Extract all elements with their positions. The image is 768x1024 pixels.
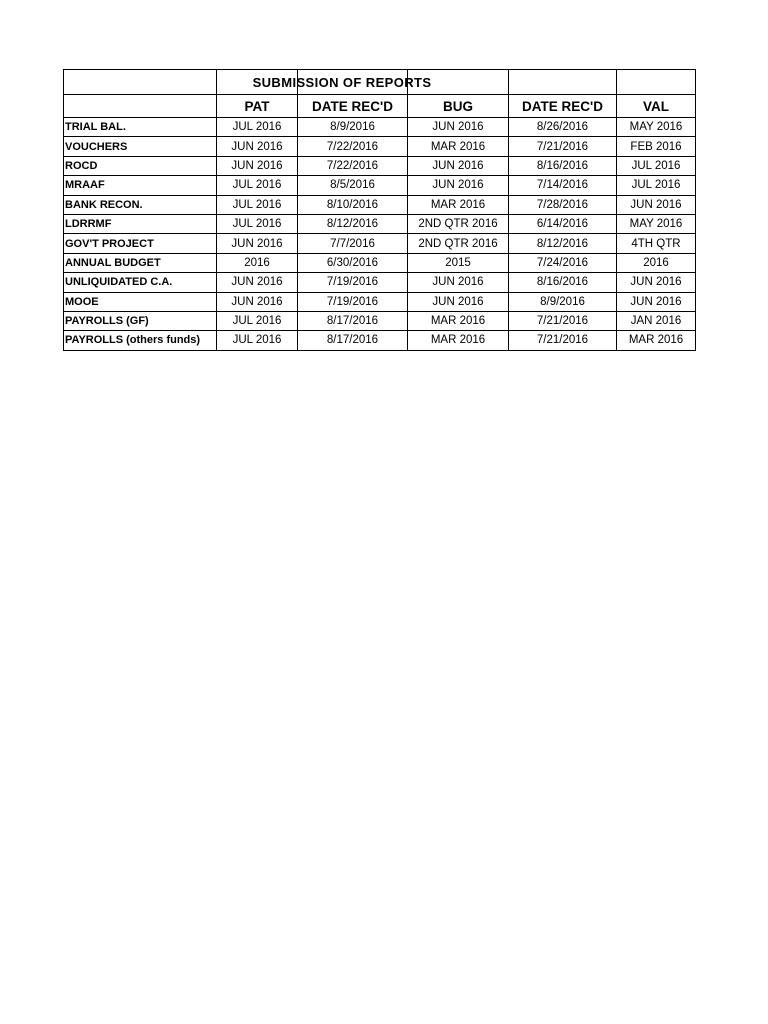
- empty-header-cell: [64, 95, 217, 118]
- column-header-date-recd-2: DATE REC'D: [509, 95, 617, 118]
- table-cell: MAR 2016: [408, 311, 509, 330]
- row-label: ROCD: [64, 156, 217, 175]
- column-header-bug: BUG: [408, 95, 509, 118]
- table-cell: JUN 2016: [408, 176, 509, 195]
- column-header-val: VAL: [617, 95, 696, 118]
- table-cell: MAR 2016: [617, 331, 696, 350]
- table-cell: JUL 2016: [217, 195, 298, 214]
- empty-cell: [509, 70, 617, 95]
- table-cell: JUN 2016: [617, 195, 696, 214]
- table-cell: JUN 2016: [217, 156, 298, 175]
- table-cell: JUL 2016: [217, 331, 298, 350]
- table-cell: 7/21/2016: [509, 331, 617, 350]
- table-cell: MAR 2016: [408, 195, 509, 214]
- table-cell: 7/19/2016: [298, 292, 408, 311]
- table-cell: MAR 2016: [408, 331, 509, 350]
- table-cell: 7/21/2016: [509, 311, 617, 330]
- table-cell: JUL 2016: [217, 311, 298, 330]
- row-label: BANK RECON.: [64, 195, 217, 214]
- table-cell: 8/16/2016: [509, 156, 617, 175]
- row-label: ANNUAL BUDGET: [64, 253, 217, 272]
- table-cell: MAR 2016: [408, 137, 509, 156]
- table-cell: 7/22/2016: [298, 137, 408, 156]
- table-row: [64, 273, 696, 292]
- table-cell: JUN 2016: [217, 137, 298, 156]
- table-cell: JUL 2016: [217, 176, 298, 195]
- table-cell: JUL 2016: [217, 118, 298, 137]
- table-cell: JUN 2016: [217, 292, 298, 311]
- table-row: [64, 214, 696, 233]
- table-cell: JUN 2016: [408, 292, 509, 311]
- row-label: TRIAL BAL.: [64, 118, 217, 137]
- table-row: [64, 195, 696, 214]
- table-cell: 4TH QTR: [617, 234, 696, 253]
- table-cell: 7/7/2016: [298, 234, 408, 253]
- table-cell: 8/5/2016: [298, 176, 408, 195]
- table-cell: 8/17/2016: [298, 331, 408, 350]
- table-cell: JUN 2016: [408, 118, 509, 137]
- header-row: [64, 95, 696, 118]
- table-cell: MAY 2016: [617, 118, 696, 137]
- table-cell: 6/30/2016: [298, 253, 408, 272]
- table-cell: JUN 2016: [217, 273, 298, 292]
- table-row: [64, 156, 696, 175]
- table-cell: JUN 2016: [408, 273, 509, 292]
- row-label: MOOE: [64, 292, 217, 311]
- table-cell: JUN 2016: [408, 156, 509, 175]
- table-row: [64, 253, 696, 272]
- table-cell: FEB 2016: [617, 137, 696, 156]
- table-cell: 7/28/2016: [509, 195, 617, 214]
- table-row: [64, 176, 696, 195]
- table-cell: 8/9/2016: [298, 118, 408, 137]
- table-cell: 2016: [617, 253, 696, 272]
- table-cell: 8/9/2016: [509, 292, 617, 311]
- table-cell: JUL 2016: [217, 214, 298, 233]
- table-cell: 8/12/2016: [509, 234, 617, 253]
- table-row: [64, 331, 696, 350]
- table-cell: JUN 2016: [617, 292, 696, 311]
- table-cell: 8/16/2016: [509, 273, 617, 292]
- table-cell: JUL 2016: [617, 176, 696, 195]
- table-cell: 7/14/2016: [509, 176, 617, 195]
- row-label: PAYROLLS (others funds): [64, 331, 217, 350]
- table-cell: 7/24/2016: [509, 253, 617, 272]
- row-label: VOUCHERS: [64, 137, 217, 156]
- table-cell: MAY 2016: [617, 214, 696, 233]
- table-cell: 8/26/2016: [509, 118, 617, 137]
- title-row: [64, 70, 696, 95]
- row-label: GOV'T PROJECT: [64, 234, 217, 253]
- table-cell: JUN 2016: [217, 234, 298, 253]
- table-cell: 2ND QTR 2016: [408, 214, 509, 233]
- column-header-date-recd-1: DATE REC'D: [298, 95, 408, 118]
- table-cell: 2016: [217, 253, 298, 272]
- table-row: [64, 118, 696, 137]
- table-row: [64, 234, 696, 253]
- title-cell: [217, 70, 432, 95]
- table-cell: 7/22/2016: [298, 156, 408, 175]
- table-row: [64, 292, 696, 311]
- table-cell: 7/19/2016: [298, 273, 408, 292]
- table-row: [64, 311, 696, 330]
- table-cell: JAN 2016: [617, 311, 696, 330]
- row-label: MRAAF: [64, 176, 217, 195]
- table-title: SUBMISSION OF REPORTS: [252, 74, 432, 90]
- table-cell: 8/10/2016: [298, 195, 408, 214]
- table-cell: 8/17/2016: [298, 311, 408, 330]
- table-row: [64, 137, 696, 156]
- empty-cell: [617, 70, 696, 95]
- table-cell: JUN 2016: [617, 273, 696, 292]
- table-cell: 6/14/2016: [509, 214, 617, 233]
- table-cell: JUL 2016: [617, 156, 696, 175]
- reports-table: [63, 69, 696, 351]
- row-label: PAYROLLS (GF): [64, 311, 217, 330]
- table-cell: 2ND QTR 2016: [408, 234, 509, 253]
- column-header-pat: PAT: [217, 95, 298, 118]
- empty-cell: [64, 70, 217, 95]
- table-cell: 2015: [408, 253, 509, 272]
- row-label: LDRRMF: [64, 214, 217, 233]
- row-label: UNLIQUIDATED C.A.: [64, 273, 217, 292]
- table-cell: 7/21/2016: [509, 137, 617, 156]
- table-cell: 8/12/2016: [298, 214, 408, 233]
